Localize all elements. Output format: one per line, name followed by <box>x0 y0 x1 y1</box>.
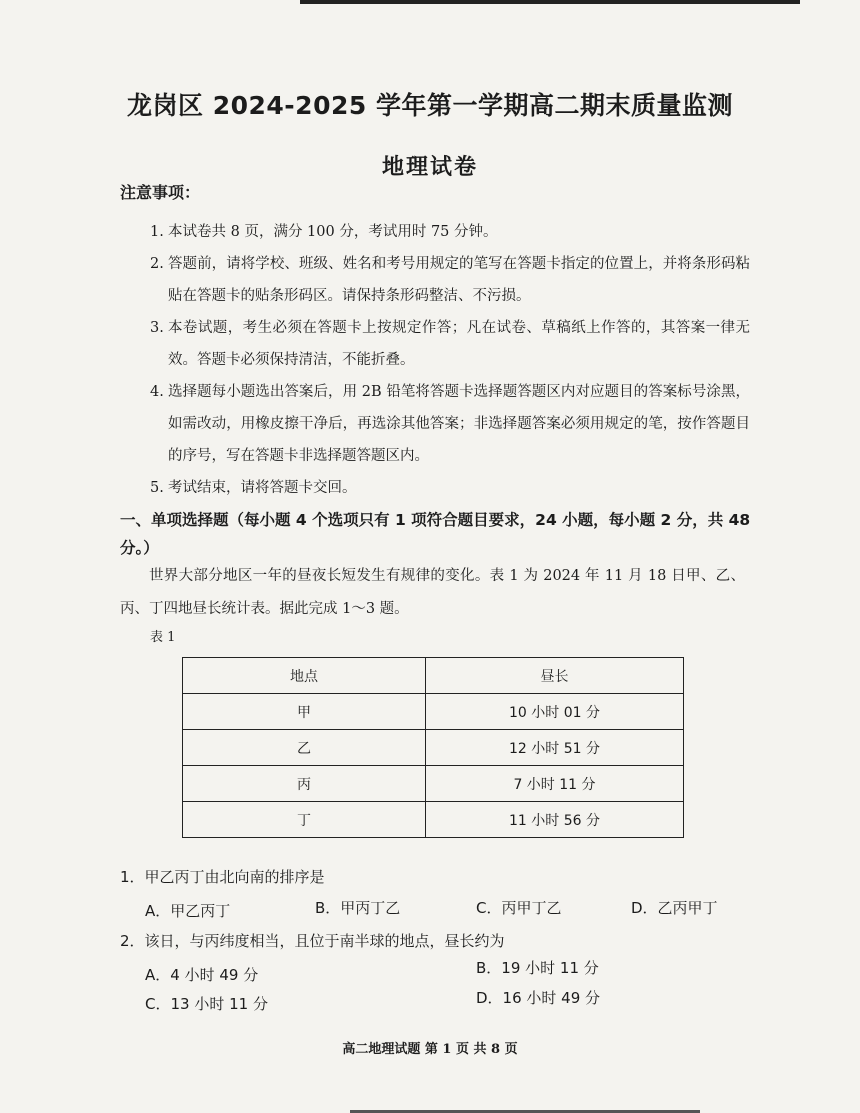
notice-item-text: 考试结束，请将答题卡交回。 <box>168 480 357 496</box>
day-length-table <box>182 657 684 838</box>
notice-item-text: 答题前，请将学校、班级、姓名和考号用规定的笔写在答题卡指定的位置上，并将条形码粘贴在答题卡的贴条形码区。请保持条形码整洁、不污损。 <box>168 256 750 304</box>
notice-item <box>150 472 750 504</box>
table-cell-place: 甲 <box>183 694 426 730</box>
notice-item <box>150 248 750 312</box>
table-cell-place: 丁 <box>183 802 426 838</box>
exam-title: 龙岗区 2024-2025 学年第一学期高二期末质量监测 <box>127 91 733 120</box>
table-row <box>183 730 684 766</box>
notice-item <box>150 376 750 472</box>
notice-item <box>150 216 750 248</box>
question-stem: 1．甲乙丙丁由北向南的排序是 <box>120 868 325 886</box>
table-header-cell: 昼长 <box>426 658 684 694</box>
notice-item-number: 2. <box>150 256 164 272</box>
table-row <box>183 694 684 730</box>
answer-option: C．丙甲丁乙 <box>476 899 562 917</box>
notice-item-number: 4. <box>150 384 164 400</box>
table-cell-daylength: 12 小时 51 分 <box>426 730 684 766</box>
table-cell-place: 乙 <box>183 730 426 766</box>
table-cell-daylength: 10 小时 01 分 <box>426 694 684 730</box>
page-footer: 高二地理试题 第 1 页 共 8 页 <box>342 1042 518 1057</box>
table-row <box>183 766 684 802</box>
table-header-cell: 地点 <box>183 658 426 694</box>
notice-item-text: 本卷试题，考生必须在答题卡上按规定作答；凡在试卷、草稿纸上作答的，其答案一律无效。答题卡必须保持清洁，不能折叠。 <box>168 320 750 368</box>
notice-list <box>150 216 750 504</box>
answer-option: D．16 小时 49 分 <box>476 989 601 1007</box>
section-heading: 一、单项选择题（每小题 4 个选项只有 1 项符合题目要求，24 小题，每小题 2 分，共 48 分。） <box>120 511 751 557</box>
notice-item-text: 选择题每小题选出答案后，用 2B 铅笔将答题卡选择题答题区内对应题目的答案标号涂黑，如需改动，用橡皮擦干净后，再选涂其他答案；非选择题答案必须用规定的笔，按作答题目的序号，写在答题卡非选择题答题区内。 <box>168 384 750 464</box>
table-cell-daylength: 7 小时 11 分 <box>426 766 684 802</box>
table-cell-place: 丙 <box>183 766 426 802</box>
answer-option: C．13 小时 11 分 <box>145 995 268 1013</box>
notice-item-number: 3. <box>150 320 164 336</box>
table-header-row <box>183 658 684 694</box>
answer-option: B．19 小时 11 分 <box>476 959 599 977</box>
answer-option: A．4 小时 49 分 <box>145 966 259 984</box>
answer-option: A．甲乙丙丁 <box>145 902 231 920</box>
question-intro: 世界大部分地区一年的昼夜长短发生有规律的变化。表 1 为 2024 年 11 月 18 日甲、乙、丙、丁四地昼长统计表。据此完成 1～3 题。 <box>120 568 745 617</box>
answer-option: D．乙丙甲丁 <box>631 899 718 917</box>
scan-edge-top <box>300 0 800 4</box>
table-row <box>183 802 684 838</box>
notice-item <box>150 312 750 376</box>
notice-item-text: 本试卷共 8 页，满分 100 分，考试用时 75 分钟。 <box>168 224 498 240</box>
notice-item-number: 1. <box>150 224 164 240</box>
exam-subtitle: 地理试卷 <box>381 155 478 180</box>
table-cell-daylength: 11 小时 56 分 <box>426 802 684 838</box>
notice-heading: 注意事项： <box>120 183 201 202</box>
question-stem: 2．该日，与丙纬度相当，且位于南半球的地点，昼长约为 <box>120 932 505 950</box>
notice-item-number: 5. <box>150 480 164 496</box>
answer-option: B．甲丙丁乙 <box>315 899 401 917</box>
table-label: 表 1 <box>150 630 176 645</box>
